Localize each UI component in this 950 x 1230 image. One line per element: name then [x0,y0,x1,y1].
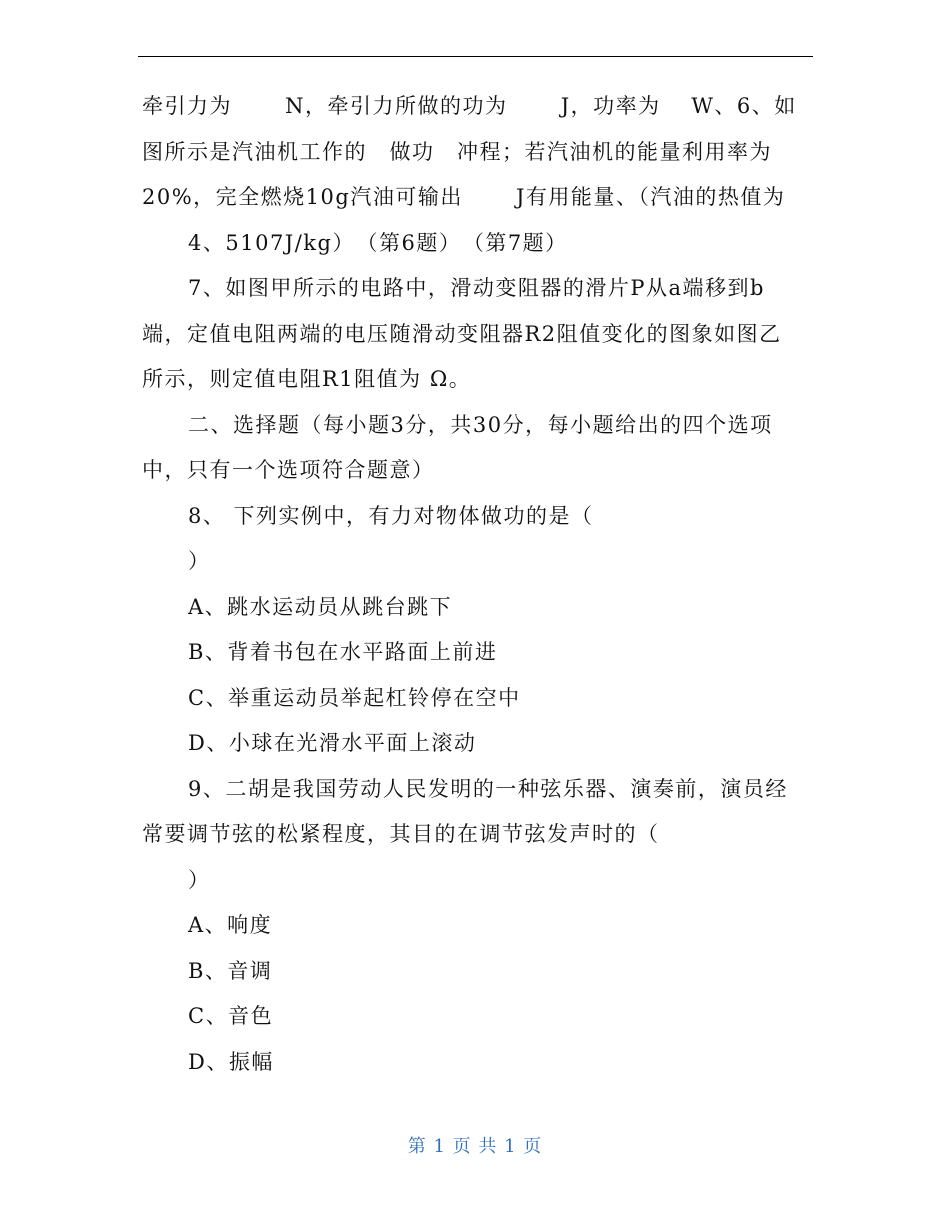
text-line-4: 4、5107J/kg） （第6题） （第7题） [188,230,568,255]
text-line-1: 牵引力为 N，牵引力所做的功为 J，功率为 W、6、如 [142,94,797,118]
question-8-stem: 8、 下列实例中，有力对物体做功的是（ [188,503,594,528]
question-8-option-c: C、举重运动员举起杠铃停在空中 [188,685,521,710]
page-footer: 第 1 页 共 1 页 [407,1136,543,1157]
question-9-stem: 9、二胡是我国劳动人民发明的一种弦乐器、演奏前，演员经 [188,776,788,801]
question-9-option-d: D、振幅 [188,1049,274,1074]
question-7-line-2: 端，定值电阻两端的电压随滑动变阻器R2阻值变化的图象如图乙 [142,321,782,346]
text-line-3: 20%，完全燃烧10g汽油可输出 J有用能量、（汽油的热值为 [142,185,786,209]
question-9-stem-cont: 常要调节弦的松紧程度，其目的在调节弦发声时的（ [142,822,660,846]
text-line-2: 图所示是汽油机工作的 做功 冲程；若汽油机的能量利用率为 [142,139,772,164]
question-7-line-3: 所示，则定值电阻R1阻值为 Ω。 [142,367,472,391]
question-7-line-1: 7、如图甲所示的电路中，滑动变阻器的滑片P从a端移到b [188,276,765,300]
question-9-option-b: B、音调 [188,958,273,983]
question-8-option-d: D、小球在光滑水平面上滚动 [188,731,477,755]
question-9-option-a: A、响度 [188,913,273,937]
question-9-option-c: C、音色 [188,1004,274,1028]
question-8-option-a: A、跳水运动员从跳台跳下 [188,594,453,619]
question-8-paren: ） [188,549,211,573]
question-9-paren: ） [188,867,211,892]
section-heading-cont: 中，只有一个选项符合题意） [142,458,435,482]
section-heading: 二、选择题（每小题3分，共30分，每小题给出的四个选项 [188,412,773,437]
document-body [142,84,810,1085]
question-8-option-b: B、背着书包在水平路面上前进 [188,640,498,664]
header-rule [138,56,813,57]
